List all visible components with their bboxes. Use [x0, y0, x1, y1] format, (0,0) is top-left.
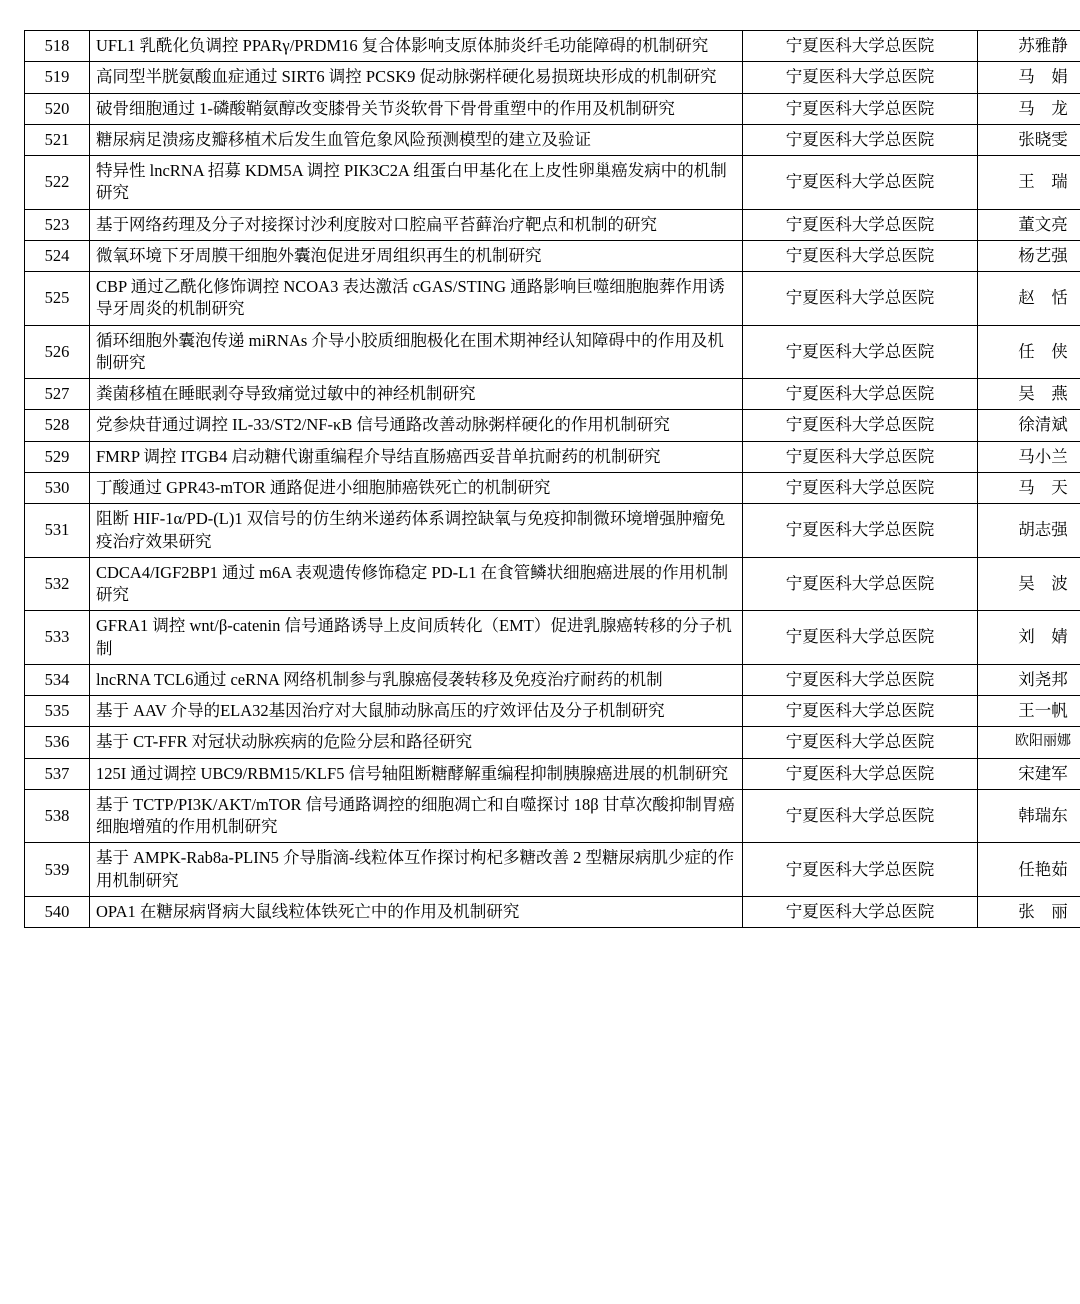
- project-title: 特异性 lncRNA 招募 KDM5A 调控 PIK3C2A 组蛋白甲基化在上皮性卵巢癌发病中的机制研究: [90, 156, 743, 210]
- project-title: 丁酸通过 GPR43-mTOR 通路促进小细胞肺癌铁死亡的机制研究: [90, 472, 743, 503]
- table-row: [25, 379, 1080, 410]
- row-number: 526: [25, 325, 90, 379]
- host-institution: 宁夏医科大学总医院: [743, 410, 978, 441]
- table-row: [25, 557, 1080, 611]
- row-number: 534: [25, 664, 90, 695]
- table-row: [25, 896, 1080, 927]
- host-institution: 宁夏医科大学总医院: [743, 156, 978, 210]
- host-institution: 宁夏医科大学总医院: [743, 62, 978, 93]
- table-row: [25, 472, 1080, 503]
- row-number: 529: [25, 441, 90, 472]
- host-institution: 宁夏医科大学总医院: [743, 789, 978, 843]
- host-institution: 宁夏医科大学总医院: [743, 557, 978, 611]
- host-institution: 宁夏医科大学总医院: [743, 472, 978, 503]
- principal-investigator: 任艳茹: [978, 843, 1080, 897]
- project-title: 阻断 HIF-1α/PD-(L)1 双信号的仿生纳米递药体系调控缺氧与免疫抑制微环境增强肿瘤免疫治疗效果研究: [90, 504, 743, 558]
- row-number: 536: [25, 727, 90, 758]
- row-number: 539: [25, 843, 90, 897]
- row-number: 533: [25, 611, 90, 665]
- project-title: 125I 通过调控 UBC9/RBM15/KLF5 信号轴阻断糖酵解重编程抑制胰腺癌进展的机制研究: [90, 758, 743, 789]
- row-number: 520: [25, 93, 90, 124]
- grant-project-table: [24, 30, 1080, 928]
- project-title: OPA1 在糖尿病肾病大鼠线粒体铁死亡中的作用及机制研究: [90, 896, 743, 927]
- table-row: [25, 727, 1080, 758]
- principal-investigator: 苏雅静: [978, 31, 1080, 62]
- principal-investigator: 韩瑞东: [978, 789, 1080, 843]
- host-institution: 宁夏医科大学总医院: [743, 240, 978, 271]
- principal-investigator: 张晓雯: [978, 124, 1080, 155]
- table-body: [25, 31, 1080, 928]
- host-institution: 宁夏医科大学总医院: [743, 124, 978, 155]
- principal-investigator: 徐清斌: [978, 410, 1080, 441]
- project-title: CDCA4/IGF2BP1 通过 m6A 表观遗传修饰稳定 PD-L1 在食管鳞状细胞癌进展的作用机制研究: [90, 557, 743, 611]
- row-number: 521: [25, 124, 90, 155]
- row-number: 530: [25, 472, 90, 503]
- principal-investigator: 赵 恬: [978, 272, 1080, 326]
- row-number: 532: [25, 557, 90, 611]
- principal-investigator: 马小兰: [978, 441, 1080, 472]
- host-institution: 宁夏医科大学总医院: [743, 664, 978, 695]
- project-title: 高同型半胱氨酸血症通过 SIRT6 调控 PCSK9 促动脉粥样硬化易损斑块形成的机制研究: [90, 62, 743, 93]
- host-institution: 宁夏医科大学总医院: [743, 896, 978, 927]
- principal-investigator: 马 天: [978, 472, 1080, 503]
- row-number: 524: [25, 240, 90, 271]
- host-institution: 宁夏医科大学总医院: [743, 504, 978, 558]
- row-number: 537: [25, 758, 90, 789]
- principal-investigator: 马 娟: [978, 62, 1080, 93]
- principal-investigator: 任 侠: [978, 325, 1080, 379]
- host-institution: 宁夏医科大学总医院: [743, 611, 978, 665]
- project-title: lncRNA TCL6通过 ceRNA 网络机制参与乳腺癌侵袭转移及免疫治疗耐药的机制: [90, 664, 743, 695]
- project-title: 基于 CT-FFR 对冠状动脉疾病的危险分层和路径研究: [90, 727, 743, 758]
- principal-investigator: 王一帆: [978, 696, 1080, 727]
- row-number: 528: [25, 410, 90, 441]
- host-institution: 宁夏医科大学总医院: [743, 379, 978, 410]
- table-row: [25, 272, 1080, 326]
- principal-investigator: 王 瑞: [978, 156, 1080, 210]
- principal-investigator: 刘尧邦: [978, 664, 1080, 695]
- row-number: 525: [25, 272, 90, 326]
- principal-investigator: 宋建军: [978, 758, 1080, 789]
- principal-investigator: 董文亮: [978, 209, 1080, 240]
- row-number: 535: [25, 696, 90, 727]
- row-number: 518: [25, 31, 90, 62]
- table-row: [25, 209, 1080, 240]
- table-row: [25, 31, 1080, 62]
- host-institution: 宁夏医科大学总医院: [743, 93, 978, 124]
- host-institution: 宁夏医科大学总医院: [743, 272, 978, 326]
- host-institution: 宁夏医科大学总医院: [743, 758, 978, 789]
- project-title: 基于网络药理及分子对接探讨沙利度胺对口腔扁平苔藓治疗靶点和机制的研究: [90, 209, 743, 240]
- principal-investigator: 吴 燕: [978, 379, 1080, 410]
- project-title: 微氧环境下牙周膜干细胞外囊泡促进牙周组织再生的机制研究: [90, 240, 743, 271]
- principal-investigator: 欧阳丽娜: [978, 727, 1080, 758]
- principal-investigator: 胡志强: [978, 504, 1080, 558]
- principal-investigator: 张 丽: [978, 896, 1080, 927]
- row-number: 538: [25, 789, 90, 843]
- host-institution: 宁夏医科大学总医院: [743, 696, 978, 727]
- host-institution: 宁夏医科大学总医院: [743, 843, 978, 897]
- table-row: [25, 156, 1080, 210]
- table-row: [25, 325, 1080, 379]
- table-row: [25, 62, 1080, 93]
- row-number: 540: [25, 896, 90, 927]
- host-institution: 宁夏医科大学总医院: [743, 31, 978, 62]
- row-number: 522: [25, 156, 90, 210]
- project-title: 循环细胞外囊泡传递 miRNAs 介导小胶质细胞极化在围术期神经认知障碍中的作用及机制研究: [90, 325, 743, 379]
- table-row: [25, 240, 1080, 271]
- project-title: 糖尿病足溃疡皮瓣移植术后发生血管危象风险预测模型的建立及验证: [90, 124, 743, 155]
- project-title: UFL1 乳酰化负调控 PPARγ/PRDM16 复合体影响支原体肺炎纤毛功能障碍的机制研究: [90, 31, 743, 62]
- project-title: 基于 AMPK-Rab8a-PLIN5 介导脂滴-线粒体互作探讨枸杞多糖改善 2 型糖尿病肌少症的作用机制研究: [90, 843, 743, 897]
- host-institution: 宁夏医科大学总医院: [743, 209, 978, 240]
- row-number: 531: [25, 504, 90, 558]
- row-number: 519: [25, 62, 90, 93]
- table-row: [25, 410, 1080, 441]
- table-row: [25, 441, 1080, 472]
- table-row: [25, 504, 1080, 558]
- principal-investigator: 杨艺强: [978, 240, 1080, 271]
- table-row: [25, 696, 1080, 727]
- host-institution: 宁夏医科大学总医院: [743, 727, 978, 758]
- project-title: 党参炔苷通过调控 IL-33/ST2/NF-κB 信号通路改善动脉粥样硬化的作用机制研究: [90, 410, 743, 441]
- project-title: CBP 通过乙酰化修饰调控 NCOA3 表达激活 cGAS/STING 通路影响巨噬细胞胞葬作用诱导牙周炎的机制研究: [90, 272, 743, 326]
- project-title: 基于 TCTP/PI3K/AKT/mTOR 信号通路调控的细胞凋亡和自噬探讨 18β 甘草次酸抑制胃癌细胞增殖的作用机制研究: [90, 789, 743, 843]
- project-title: 基于 AAV 介导的ELA32基因治疗对大鼠肺动脉高压的疗效评估及分子机制研究: [90, 696, 743, 727]
- row-number: 527: [25, 379, 90, 410]
- table-row: [25, 843, 1080, 897]
- host-institution: 宁夏医科大学总医院: [743, 325, 978, 379]
- project-title: 粪菌移植在睡眠剥夺导致痛觉过敏中的神经机制研究: [90, 379, 743, 410]
- table-row: [25, 124, 1080, 155]
- host-institution: 宁夏医科大学总医院: [743, 441, 978, 472]
- principal-investigator: 吴 波: [978, 557, 1080, 611]
- project-title: 破骨细胞通过 1-磷酸鞘氨醇改变膝骨关节炎软骨下骨骨重塑中的作用及机制研究: [90, 93, 743, 124]
- principal-investigator: 马 龙: [978, 93, 1080, 124]
- project-title: GFRA1 调控 wnt/β-catenin 信号通路诱导上皮间质转化（EMT）促进乳腺癌转移的分子机制: [90, 611, 743, 665]
- row-number: 523: [25, 209, 90, 240]
- project-title: FMRP 调控 ITGB4 启动糖代谢重编程介导结直肠癌西妥昔单抗耐药的机制研究: [90, 441, 743, 472]
- table-row: [25, 789, 1080, 843]
- principal-investigator: 刘 婧: [978, 611, 1080, 665]
- table-row: [25, 93, 1080, 124]
- table-row: [25, 758, 1080, 789]
- table-row: [25, 611, 1080, 665]
- table-row: [25, 664, 1080, 695]
